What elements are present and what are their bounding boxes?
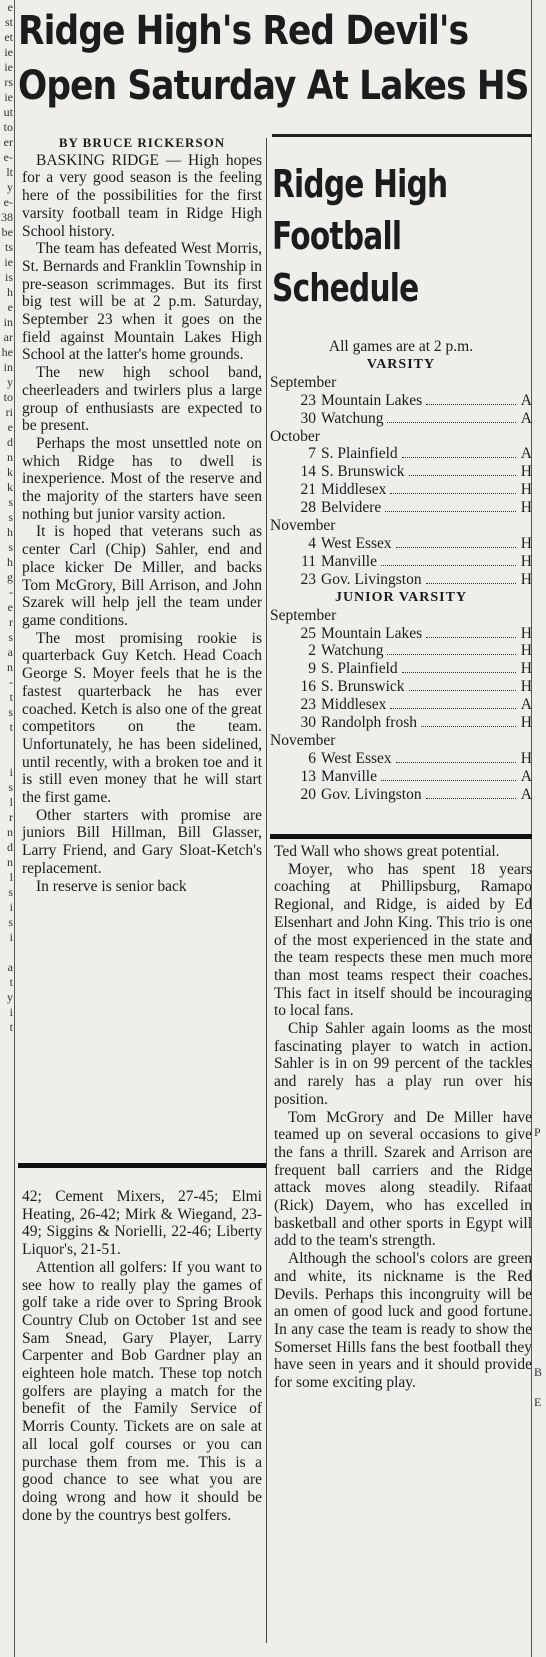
edge-fragment: st bbox=[4, 15, 13, 29]
edge-fragment bbox=[532, 435, 546, 450]
edge-fragment bbox=[532, 465, 546, 480]
edge-fragment: i bbox=[9, 930, 13, 944]
game-opponent: Manville bbox=[321, 767, 377, 785]
game-day: 9 bbox=[308, 660, 316, 678]
edge-fragment bbox=[532, 915, 546, 930]
edge-fragment bbox=[532, 1140, 546, 1155]
edge-fragment bbox=[532, 1350, 546, 1365]
varsity-heading: VARSITY bbox=[366, 356, 436, 372]
adjacent-column-left-edge bbox=[0, 0, 15, 1657]
edge-fragment bbox=[532, 570, 546, 585]
edge-fragment: in bbox=[3, 360, 13, 374]
edge-fragment bbox=[532, 1335, 546, 1350]
edge-fragment bbox=[532, 495, 546, 510]
edge-fragment bbox=[532, 1110, 546, 1125]
edge-fragment: a bbox=[7, 645, 13, 659]
leader-dots bbox=[381, 780, 516, 781]
edge-fragment: in bbox=[3, 315, 13, 329]
edge-fragment: he bbox=[1, 345, 13, 359]
edge-fragment: ie bbox=[4, 255, 13, 269]
leader-dots bbox=[426, 637, 516, 638]
edge-fragment bbox=[532, 1440, 546, 1455]
edge-fragment bbox=[532, 510, 546, 525]
game-opponent: S. Plainfield bbox=[321, 445, 398, 463]
game-opponent: Manville bbox=[321, 552, 377, 570]
edge-fragment: e bbox=[7, 0, 13, 14]
article-paragraph: Other starters with promise are juniors Bill Hillman, Bill Glasser, Larry Friend, and Gary Sloat-Ketch's replacement. bbox=[22, 806, 262, 877]
game-site: H bbox=[520, 481, 532, 499]
game-day: 2 bbox=[308, 642, 316, 660]
schedule-title-line: Ridge High bbox=[272, 162, 448, 206]
edge-fragment bbox=[532, 60, 546, 75]
game-site: A bbox=[520, 445, 532, 463]
edge-fragment bbox=[532, 990, 546, 1005]
edge-fragment: ar bbox=[3, 330, 13, 344]
edge-fragment bbox=[532, 975, 546, 990]
football-schedule bbox=[270, 338, 532, 804]
edge-fragment bbox=[532, 1410, 546, 1425]
leader-dots bbox=[426, 404, 516, 405]
edge-fragment: ri bbox=[5, 405, 13, 419]
edge-fragment bbox=[532, 540, 546, 555]
game-opponent: Gov. Livingston bbox=[321, 785, 422, 803]
game-day: 30 bbox=[300, 409, 316, 427]
leader-dots bbox=[387, 422, 516, 423]
edge-fragment bbox=[532, 1155, 546, 1170]
edge-fragment bbox=[532, 585, 546, 600]
edge-fragment: P bbox=[534, 1125, 541, 1139]
edge-fragment bbox=[532, 690, 546, 705]
leader-dots bbox=[409, 690, 516, 691]
schedule-month: November bbox=[270, 517, 336, 535]
leader-dots bbox=[402, 672, 516, 673]
edge-fragment bbox=[532, 675, 546, 690]
edge-fragment: rs bbox=[4, 75, 13, 89]
article-paragraph: The new high school band, cheerleaders and twirlers plus a large group of enthusiasts are expected to be present. bbox=[22, 364, 262, 435]
article-paragraph: Although the school's colors are green and white, its nickname is the Red Devils. Perhaps this incongruity will be an omen of good luck and good fortune. In any case the team is ready to show the Somerset Hills fans the best football they have seen in years and it should provide for some exciting play. bbox=[274, 1250, 532, 1392]
edge-fragment bbox=[532, 315, 546, 330]
edge-fragment: is bbox=[4, 270, 13, 284]
edge-fragment: ts bbox=[4, 240, 13, 254]
game-site: A bbox=[520, 785, 532, 803]
edge-fragment bbox=[532, 1170, 546, 1185]
leader-dots bbox=[390, 708, 516, 709]
edge-fragment bbox=[532, 1320, 546, 1335]
schedule-game bbox=[270, 750, 532, 768]
game-opponent: Middlesex bbox=[321, 481, 387, 499]
edge-fragment bbox=[532, 795, 546, 810]
article-paragraph: BASKING RIDGE — High hopes for a very good season is the feeling here of the possibilities for the first varsity football team in Ridge High School history. bbox=[22, 151, 262, 240]
schedule-month: November bbox=[270, 731, 336, 749]
schedule-title-line: Schedule bbox=[272, 266, 419, 310]
game-day: 25 bbox=[300, 624, 316, 642]
edge-fragment: s bbox=[8, 780, 13, 794]
game-day: 23 bbox=[300, 696, 316, 714]
edge-fragment bbox=[532, 840, 546, 855]
edge-fragment bbox=[532, 1305, 546, 1320]
jv-list bbox=[270, 607, 532, 804]
game-site: H bbox=[520, 678, 532, 696]
leader-dots bbox=[390, 493, 516, 494]
game-day: 21 bbox=[300, 481, 316, 499]
edge-fragment bbox=[532, 165, 546, 180]
adjacent-column-right-edge bbox=[531, 0, 546, 1657]
schedule-game bbox=[270, 660, 532, 678]
schedule-title bbox=[272, 158, 459, 314]
edge-fragment: s bbox=[8, 885, 13, 899]
bowling-standings: 42; Cement Mixers, 27-45; Elmi Heating, 26-42; Mirk & Wiegand, 23-49; Siggins & Norielli, 22-46; Liberty Liquor's, 21-51. bbox=[22, 1188, 262, 1259]
edge-fragment: r bbox=[9, 810, 13, 824]
edge-fragment bbox=[532, 225, 546, 240]
edge-fragment bbox=[532, 1095, 546, 1110]
edge-fragment bbox=[532, 345, 546, 360]
game-opponent: S. Plainfield bbox=[321, 660, 398, 678]
headline-rule-right bbox=[272, 134, 532, 137]
edge-fragment bbox=[532, 285, 546, 300]
edge-fragment: e bbox=[7, 420, 13, 434]
edge-fragment bbox=[532, 270, 546, 285]
edge-fragment: ie bbox=[4, 90, 13, 104]
schedule-game bbox=[270, 481, 532, 499]
article-paragraph: In reserve is senior back bbox=[36, 877, 187, 895]
article-paragraph: The team has defeated West Morris, St. Bernards and Franklin Township in pre-season scrimmages. But its first big test will be at 2 p.m. Saturday, September 23 when it goes on the field against Mountain Lakes High School at the latter's home grounds. bbox=[22, 240, 262, 364]
schedule-game bbox=[270, 445, 532, 463]
leader-dots bbox=[409, 475, 516, 476]
edge-fragment bbox=[532, 105, 546, 120]
edge-fragment bbox=[532, 1245, 546, 1260]
game-site: H bbox=[520, 552, 532, 570]
edge-fragment: n bbox=[7, 660, 13, 674]
article-paragraph: Moyer, who has spent 18 years coaching at Phillipsburg, Ramapo Regional, and Ridge, is aided by Ed Elsenhart and John King. This trio is one of the most experienced in the state and the team respects these men much more than most teams respect their coaches. This fact in itself should be incouraging to local fans. bbox=[274, 860, 532, 1020]
game-opponent: Middlesex bbox=[321, 696, 387, 714]
edge-fragment: l bbox=[9, 870, 13, 884]
edge-fragment: B bbox=[534, 1365, 543, 1379]
edge-fragment: e- bbox=[3, 150, 13, 164]
game-opponent: S. Brunswick bbox=[321, 463, 405, 481]
edge-fragment bbox=[532, 450, 546, 465]
edge-fragment bbox=[532, 330, 546, 345]
edge-fragment bbox=[532, 180, 546, 195]
edge-fragment: h bbox=[7, 525, 13, 539]
edge-fragment bbox=[532, 600, 546, 615]
edge-fragment bbox=[532, 765, 546, 780]
edge-fragment bbox=[532, 420, 546, 435]
game-opponent: Mountain Lakes bbox=[321, 624, 423, 642]
edge-fragment bbox=[532, 825, 546, 840]
game-day: 13 bbox=[300, 767, 316, 785]
leader-dots bbox=[396, 547, 516, 548]
game-day: 7 bbox=[308, 445, 316, 463]
edge-fragment: et bbox=[4, 30, 13, 44]
edge-fragment bbox=[532, 45, 546, 60]
headline-line-1: Ridge High's Red Devil's bbox=[18, 8, 469, 54]
edge-fragment: s bbox=[8, 915, 13, 929]
schedule-note: All games are at 2 p.m. bbox=[328, 338, 474, 355]
edge-fragment bbox=[532, 900, 546, 915]
edge-fragment bbox=[532, 1050, 546, 1065]
edge-fragment: t bbox=[9, 690, 13, 704]
edge-fragment: - bbox=[9, 675, 13, 689]
edge-fragment bbox=[0, 945, 14, 960]
edge-fragment bbox=[532, 1290, 546, 1305]
edge-fragment bbox=[532, 1260, 546, 1275]
schedule-game bbox=[270, 768, 532, 786]
edge-fragment bbox=[532, 660, 546, 675]
jv-heading: JUNIOR VARSITY bbox=[334, 589, 468, 605]
edge-fragment bbox=[532, 120, 546, 135]
edge-fragment bbox=[532, 1275, 546, 1290]
edge-fragment bbox=[532, 630, 546, 645]
game-opponent: Mountain Lakes bbox=[321, 391, 423, 409]
edge-fragment bbox=[532, 375, 546, 390]
edge-fragment bbox=[532, 1005, 546, 1020]
schedule-title-line: Football bbox=[272, 214, 402, 258]
schedule-game bbox=[270, 696, 532, 714]
golf-paragraph: Attention all golfers: If you want to see how to really play the games of golf take a ride over to Spring Brook Country Club on October 1st and see Sam Snead, Gary Player, Larry Carpenter and Bob Gardner play an eighteen hole match. These top notch golfers are playing a match for the benefit of the Family Service of Morris County. Tickets are on sale at all local golf courses or you can purchase them from me. This is a good chance to see what you are doing wrong and how it should be done by the countrys best golfers. bbox=[22, 1258, 262, 1524]
schedule-game bbox=[270, 410, 532, 428]
edge-fragment: h bbox=[7, 285, 13, 299]
edge-fragment bbox=[532, 945, 546, 960]
game-opponent: Belvidere bbox=[321, 499, 382, 517]
edge-fragment: y bbox=[7, 180, 13, 194]
game-site: A bbox=[520, 767, 532, 785]
game-site: H bbox=[520, 714, 532, 732]
edge-fragment bbox=[532, 1380, 546, 1395]
game-site: H bbox=[520, 642, 532, 660]
edge-fragment: t bbox=[9, 720, 13, 734]
edge-fragment: s bbox=[8, 630, 13, 644]
game-opponent: West Essex bbox=[321, 534, 392, 552]
edge-fragment: y bbox=[7, 990, 13, 1004]
edge-fragment bbox=[532, 30, 546, 45]
edge-fragment bbox=[532, 705, 546, 720]
leader-dots bbox=[396, 762, 516, 763]
edge-fragment: - bbox=[9, 585, 13, 599]
edge-fragment: s bbox=[8, 540, 13, 554]
game-site: H bbox=[520, 624, 532, 642]
schedule-game bbox=[270, 625, 532, 643]
headline bbox=[18, 4, 529, 114]
schedule-game bbox=[270, 571, 532, 589]
leader-dots bbox=[421, 726, 516, 727]
schedule-game bbox=[270, 642, 532, 660]
game-site: A bbox=[520, 391, 532, 409]
leader-dots bbox=[387, 654, 516, 655]
game-day: 23 bbox=[300, 391, 316, 409]
edge-fragment bbox=[532, 240, 546, 255]
game-day: 16 bbox=[300, 678, 316, 696]
edge-fragment: e bbox=[7, 300, 13, 314]
edge-fragment: k bbox=[7, 480, 13, 494]
edge-fragment: s bbox=[8, 495, 13, 509]
section-rule-left bbox=[18, 1163, 266, 1168]
edge-fragment bbox=[532, 1230, 546, 1245]
edge-fragment bbox=[532, 1425, 546, 1440]
edge-fragment: y bbox=[7, 375, 13, 389]
edge-fragment: r bbox=[9, 615, 13, 629]
schedule-game bbox=[270, 499, 532, 517]
edge-fragment: d bbox=[7, 840, 13, 854]
edge-fragment: ie bbox=[4, 45, 13, 59]
edge-fragment: to bbox=[3, 390, 13, 404]
edge-fragment bbox=[532, 405, 546, 420]
edge-fragment bbox=[532, 15, 546, 30]
edge-fragment: h bbox=[7, 555, 13, 569]
edge-fragment: lt bbox=[6, 165, 13, 179]
edge-fragment: i bbox=[9, 900, 13, 914]
game-day: 14 bbox=[300, 463, 316, 481]
edge-fragment: n bbox=[7, 825, 13, 839]
edge-fragment bbox=[532, 870, 546, 885]
game-day: 28 bbox=[300, 499, 316, 517]
edge-fragment: er bbox=[3, 135, 13, 149]
article-paragraph: Tom McGrory and De Miller have teamed up on several occasions to give the fans a thrill. Szarek and Arrison are frequent ball carriers and the Ridge attack moves along steadily. Rifaat (Rick) Dayem, who has excelled in basketball and other sports in Egypt will add to the team's strength. bbox=[274, 1108, 532, 1250]
edge-fragment bbox=[532, 780, 546, 795]
edge-fragment bbox=[532, 1185, 546, 1200]
edge-fragment bbox=[0, 750, 14, 765]
edge-fragment bbox=[0, 735, 14, 750]
golf-column bbox=[22, 1188, 262, 1524]
game-site: H bbox=[520, 749, 532, 767]
edge-fragment bbox=[532, 1035, 546, 1050]
edge-fragment: 38 bbox=[1, 210, 13, 224]
edge-fragment bbox=[532, 960, 546, 975]
schedule-game bbox=[270, 786, 532, 804]
game-site: H bbox=[520, 463, 532, 481]
edge-fragment bbox=[532, 810, 546, 825]
edge-fragment bbox=[532, 135, 546, 150]
edge-fragment bbox=[532, 480, 546, 495]
edge-fragment bbox=[532, 885, 546, 900]
edge-fragment: i bbox=[9, 1005, 13, 1019]
game-site: A bbox=[520, 409, 532, 427]
game-day: 4 bbox=[308, 534, 316, 552]
edge-fragment bbox=[532, 645, 546, 660]
leader-dots bbox=[426, 798, 516, 799]
edge-fragment: n bbox=[7, 450, 13, 464]
game-opponent: Randolph frosh bbox=[321, 714, 418, 732]
edge-fragment bbox=[532, 1080, 546, 1095]
edge-fragment bbox=[532, 735, 546, 750]
edge-fragment bbox=[532, 195, 546, 210]
edge-fragment: a bbox=[7, 960, 13, 974]
edge-fragment bbox=[532, 75, 546, 90]
schedule-game bbox=[270, 463, 532, 481]
edge-fragment bbox=[532, 525, 546, 540]
edge-fragment: t bbox=[9, 975, 13, 989]
edge-fragment: k bbox=[7, 465, 13, 479]
game-opponent: S. Brunswick bbox=[321, 678, 405, 696]
edge-fragment bbox=[532, 90, 546, 105]
edge-fragment bbox=[532, 255, 546, 270]
article-paragraph: It is hoped that veterans such as center Carl (Chip) Sahler, end and place kicker De Miller, and backs Tom McGrory, Bill Arrison, and John Szarek will help jell the team under game conditions. bbox=[22, 523, 262, 629]
headline-line-2: Open Saturday At Lakes HS bbox=[18, 63, 529, 109]
leader-dots bbox=[426, 583, 516, 584]
edge-fragment: t bbox=[9, 1020, 13, 1034]
game-site: H bbox=[520, 660, 532, 678]
game-site: H bbox=[520, 534, 532, 552]
byline: BY BRUCE RICKERSON bbox=[58, 135, 226, 150]
article-column bbox=[22, 134, 262, 895]
edge-fragment bbox=[532, 720, 546, 735]
article-continued-column bbox=[274, 843, 532, 1392]
schedule-game bbox=[270, 535, 532, 553]
game-day: 6 bbox=[308, 749, 316, 767]
game-day: 23 bbox=[300, 570, 316, 588]
edge-fragment: E bbox=[534, 1395, 542, 1409]
edge-fragment: to bbox=[3, 120, 13, 134]
game-day: 20 bbox=[300, 785, 316, 803]
section-rule-right bbox=[270, 834, 532, 839]
article-paragraph: Chip Sahler again looms as the most fascinating player to watch in action. Sahler is in on 99 percent of the tackles and rarely has a play run over his position. bbox=[274, 1020, 532, 1108]
edge-fragment bbox=[532, 1065, 546, 1080]
edge-fragment: ie bbox=[4, 60, 13, 74]
edge-fragment bbox=[532, 150, 546, 165]
edge-fragment: n bbox=[7, 855, 13, 869]
edge-fragment: be bbox=[1, 225, 13, 239]
schedule-month: September bbox=[270, 606, 337, 624]
edge-fragment bbox=[532, 855, 546, 870]
edge-fragment bbox=[532, 930, 546, 945]
game-site: H bbox=[520, 570, 532, 588]
game-day: 11 bbox=[301, 552, 316, 570]
article-paragraph: The most promising rookie is quarterback Guy Ketch. Head Coach George S. Moyer feels that he is the fastest quarterback he has ever coached. Ketch is also one of the great competitors on the team. Unfortunately, he has been sidelined, until recently, with a broken toe and it is still even money that he will start the first game. bbox=[22, 629, 262, 807]
game-site: H bbox=[520, 499, 532, 517]
schedule-month: September bbox=[270, 373, 337, 391]
game-opponent: Watchung bbox=[321, 409, 384, 427]
edge-fragment: e bbox=[7, 600, 13, 614]
article-paragraph: Perhaps the most unsettled note on which Ridge has to dwell is inexperience. Most of the reserve and the majority of the starters have seen nothing but junior varsity action. bbox=[22, 434, 262, 523]
edge-fragment bbox=[532, 1200, 546, 1215]
edge-fragment: e- bbox=[3, 195, 13, 209]
edge-fragment bbox=[532, 0, 546, 15]
leader-dots bbox=[385, 511, 516, 512]
edge-fragment: ut bbox=[3, 105, 13, 119]
edge-fragment: l bbox=[9, 795, 13, 809]
article-paragraph: Ted Wall who shows great potential. bbox=[274, 843, 500, 860]
leader-dots bbox=[381, 565, 516, 566]
game-opponent: Gov. Livingston bbox=[321, 570, 422, 588]
edge-fragment: g bbox=[7, 570, 13, 584]
edge-fragment: s bbox=[8, 705, 13, 719]
edge-fragment bbox=[532, 555, 546, 570]
edge-fragment: i bbox=[9, 765, 13, 779]
edge-fragment: s bbox=[8, 510, 13, 524]
edge-fragment bbox=[532, 1215, 546, 1230]
edge-fragment bbox=[532, 390, 546, 405]
varsity-list bbox=[270, 374, 532, 589]
schedule-month: October bbox=[270, 427, 320, 445]
edge-fragment bbox=[532, 750, 546, 765]
game-day: 30 bbox=[300, 714, 316, 732]
leader-dots bbox=[402, 457, 516, 458]
column-divider bbox=[266, 138, 267, 1643]
edge-fragment bbox=[532, 210, 546, 225]
edge-fragment bbox=[532, 360, 546, 375]
edge-fragment bbox=[532, 300, 546, 315]
edge-fragment bbox=[532, 1020, 546, 1035]
schedule-game bbox=[270, 392, 532, 410]
game-opponent: West Essex bbox=[321, 749, 392, 767]
schedule-game bbox=[270, 678, 532, 696]
game-site: A bbox=[520, 696, 532, 714]
game-opponent: Watchung bbox=[321, 642, 384, 660]
edge-fragment: d bbox=[7, 435, 13, 449]
schedule-game bbox=[270, 553, 532, 571]
edge-fragment bbox=[532, 615, 546, 630]
schedule-game bbox=[270, 714, 532, 732]
